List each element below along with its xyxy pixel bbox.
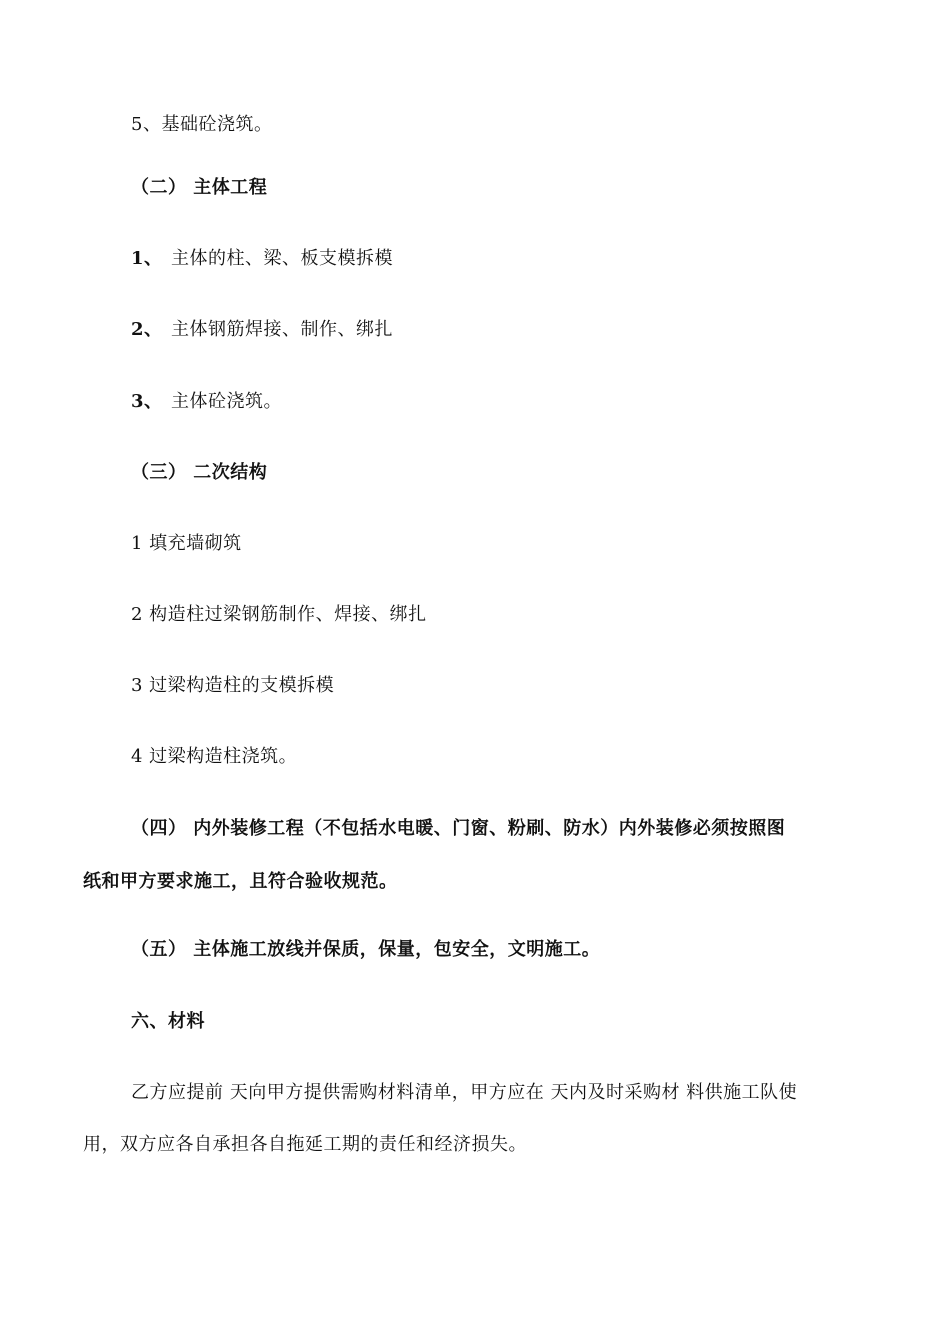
- section-heading-main-works: [131, 176, 267, 200]
- paragraph-text: 用，双方应各自承担各自拖延工期的责任和经济损失。: [83, 1134, 527, 1155]
- line-text: 2 构造柱过梁钢筋制作、焊接、绑扎: [131, 604, 427, 625]
- section-heading-secondary-structure: [131, 461, 267, 485]
- item-main-rebar: [131, 318, 393, 342]
- item-text: 主体钢筋焊接、制作、绑扎: [171, 319, 393, 340]
- section-heading-materials: [131, 1010, 205, 1034]
- item-number: 1、: [131, 248, 163, 269]
- item-lintel-rebar: [131, 603, 427, 627]
- line-text: 4 过梁构造柱浇筑。: [131, 746, 298, 767]
- heading-text: （五） 主体施工放线并保质，保量，包安全，文明施工。: [131, 939, 601, 960]
- item-foundation-pour: [131, 113, 272, 137]
- item-lintel-formwork: [131, 674, 334, 698]
- item-main-pour: [131, 390, 282, 414]
- line-text: 5、基础砼浇筑。: [131, 114, 273, 135]
- section-heading-decoration-line2: [83, 870, 398, 894]
- item-number: 3、: [131, 391, 163, 412]
- section-heading-layout-quality: [131, 938, 600, 962]
- heading-text: （二） 主体工程: [131, 177, 268, 198]
- item-main-formwork: [131, 247, 393, 271]
- paragraph-materials-line1: [131, 1081, 797, 1105]
- paragraph-text: 乙方应提前 天向甲方提供需购材料清单，甲方应在 天内及时采购材 料供施工队使: [131, 1082, 798, 1103]
- heading-text: （三） 二次结构: [131, 462, 268, 483]
- item-number: 2、: [131, 319, 163, 340]
- item-text: 主体砼浇筑。: [171, 391, 282, 412]
- item-text: 主体的柱、梁、板支模拆模: [171, 248, 393, 269]
- section-heading-decoration-line1: [131, 817, 785, 841]
- heading-text: 六、材料: [131, 1011, 205, 1032]
- heading-text: 纸和甲方要求施工，且符合验收规范。: [83, 871, 398, 892]
- item-lintel-pour: [131, 745, 297, 769]
- paragraph-materials-line2: [83, 1133, 527, 1157]
- item-infill-wall: [131, 532, 242, 556]
- line-text: 3 过梁构造柱的支模拆模: [131, 675, 335, 696]
- line-text: 1 填充墙砌筑: [131, 533, 242, 554]
- heading-text: （四） 内外装修工程（不包括水电暖、门窗、粉刷、防水）内外装修必须按照图: [131, 818, 786, 839]
